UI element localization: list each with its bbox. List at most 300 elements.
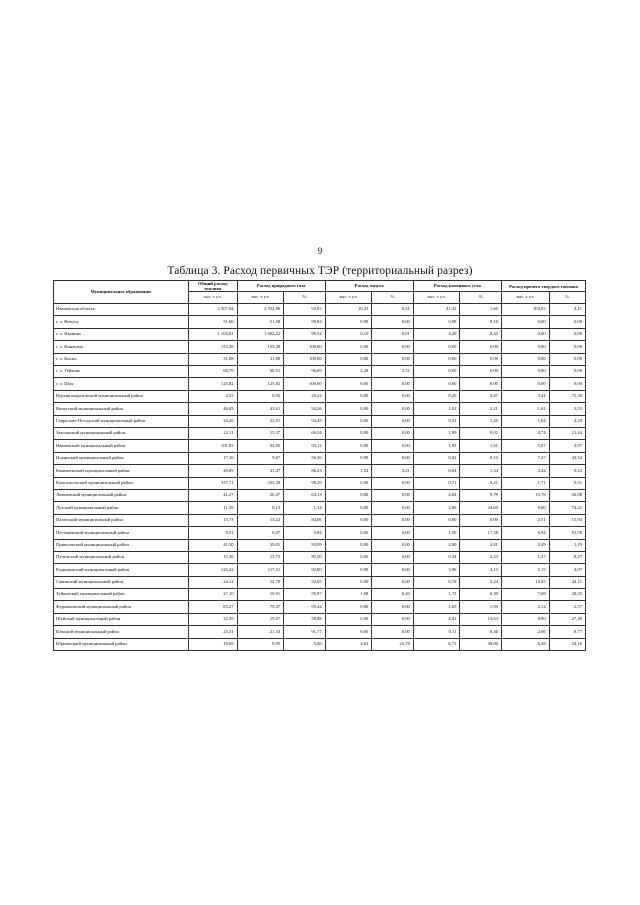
table-row (54, 551, 586, 563)
cell-value: 41,27 (188, 489, 237, 501)
cell-value: 101,95 (188, 440, 237, 452)
cell-value: 41,47 (237, 465, 284, 477)
cell-value: 1,50 (413, 527, 460, 539)
cell-municipality: Лежневский муниципальный район (54, 489, 189, 501)
cell-value: 1,62 (501, 403, 549, 415)
cell-value: 95,44 (284, 601, 325, 613)
cell-municipality: Приволжский муниципальный район (54, 539, 189, 551)
cell-municipality: Комсомольский муниципальный район (54, 477, 189, 489)
cell-value: 8,60 (501, 502, 549, 514)
cell-value: 0,00 (372, 489, 413, 501)
table-header (54, 281, 586, 304)
cell-municipality: г. о. Иваново (54, 328, 189, 340)
cell-value: 0,00 (460, 366, 501, 378)
table-body (54, 304, 586, 651)
table-row (54, 452, 586, 464)
cell-value: 153,38 (237, 341, 284, 353)
table-row (54, 304, 586, 316)
cell-value: 0,21 (460, 477, 501, 489)
cell-value: 0,00 (372, 514, 413, 526)
cell-value: 24,69 (460, 502, 501, 514)
cell-value: 0,46 (460, 626, 501, 638)
cell-value: 51,58 (237, 316, 284, 328)
cell-value: 0,00 (325, 551, 372, 563)
cell-value: 13,75 (237, 551, 284, 563)
table-row (54, 527, 586, 539)
table-row (54, 564, 586, 576)
cell-value: 2,23 (460, 551, 501, 563)
cell-value: 4,49 (413, 328, 460, 340)
cell-value: 3,41 (501, 390, 549, 402)
cell-value: 0,00 (501, 328, 549, 340)
table-row (54, 589, 586, 601)
cell-value: 41,32 (413, 304, 460, 316)
subheader-gas-pct: % (284, 292, 325, 304)
cell-value: 7,68 (501, 589, 549, 601)
cell-municipality: Кинешемский муниципальный район (54, 465, 189, 477)
cell-value: 9,22 (549, 465, 585, 477)
cell-value: 0,00 (501, 316, 549, 328)
cell-value: 0,51 (549, 477, 585, 489)
cell-value: 17,58 (460, 527, 501, 539)
cell-value: 59,97 (284, 589, 325, 601)
cell-value: 6,39 (460, 589, 501, 601)
table-row (54, 415, 586, 427)
table-row (54, 601, 586, 613)
cell-value: 1,04 (501, 415, 549, 427)
cell-value: 3,24 (460, 576, 501, 588)
cell-value: 19,07 (237, 613, 284, 625)
cell-value: 4,53 (188, 390, 237, 402)
cell-value: 75,30 (549, 390, 585, 402)
cell-value: 21,44 (549, 428, 585, 440)
cell-municipality: Палехский муниципальный район (54, 514, 189, 526)
cell-value: 0,00 (549, 366, 585, 378)
table-row (54, 316, 586, 328)
cell-value: 99,29 (284, 477, 325, 489)
cell-value: 0,45 (460, 328, 501, 340)
cell-value: 79,47 (237, 601, 284, 613)
cell-value: 31,88 (188, 353, 237, 365)
cell-value: 1,95 (413, 440, 460, 452)
cell-value: 8,90 (501, 613, 549, 625)
cell-value: 0,00 (549, 341, 585, 353)
cell-value: 10,23 (325, 304, 372, 316)
cell-value: 34,16 (549, 638, 585, 650)
cell-value: 0,00 (372, 539, 413, 551)
cell-value: 31,88 (237, 353, 284, 365)
cell-value: 0,00 (460, 341, 501, 353)
cell-value: 100,00 (284, 341, 325, 353)
cell-value: 0,00 (372, 341, 413, 353)
cell-value: 48,09 (188, 465, 237, 477)
cell-value: 0,00 (372, 613, 413, 625)
cell-value: 5,07 (501, 440, 549, 452)
cell-value: 10,76 (501, 489, 549, 501)
cell-value: 4,29 (549, 415, 585, 427)
table-title: Таблица 3. Расход первичных ТЭР (территориальный разрез) (167, 265, 473, 277)
cell-value: 0,00 (413, 341, 460, 353)
cell-value: 1 104,81 (188, 328, 237, 340)
cell-value: 6,20 (372, 589, 413, 601)
cell-municipality: Ивановская область (54, 304, 189, 316)
header-fuel-oil: Расход мазута (325, 281, 413, 292)
cell-value: 43,54 (549, 452, 585, 464)
cell-value: 0,00 (413, 378, 460, 390)
cell-value: 24,78 (372, 638, 413, 650)
cell-municipality: Вичугский муниципальный район (54, 403, 189, 415)
cell-value: 89,50 (284, 551, 325, 563)
cell-value: 5,15 (501, 564, 549, 576)
cell-value: 94,26 (284, 403, 325, 415)
cell-value: 94,95 (237, 440, 284, 452)
cell-value: 3,53 (549, 403, 585, 415)
cell-value: 4,63 (325, 638, 372, 650)
cell-value: 0,00 (325, 564, 372, 576)
cell-municipality: г. о. Вичуга (54, 316, 189, 328)
cell-value: 0,64 (413, 465, 460, 477)
cell-value: 0,00 (325, 440, 372, 452)
table-row (54, 390, 586, 402)
cell-value: 2,14 (501, 601, 549, 613)
cell-value: 6,38 (501, 638, 549, 650)
table-row (54, 353, 586, 365)
cell-municipality: г. о. Кохма (54, 353, 189, 365)
cell-value: 2 352,86 (237, 304, 284, 316)
cell-value: 103,03 (501, 304, 549, 316)
cell-value: 0,00 (325, 341, 372, 353)
cell-value: 26,47 (237, 489, 284, 501)
cell-value: 0,01 (372, 328, 413, 340)
cell-value: 0,08 (413, 316, 460, 328)
cell-value: 93,99 (284, 539, 325, 551)
cell-value: 3,13 (460, 564, 501, 576)
page-number: 9 (317, 246, 323, 256)
cell-value: 0,20 (413, 390, 460, 402)
cell-value: 0,00 (372, 403, 413, 415)
cell-value: 0,00 (372, 564, 413, 576)
cell-value: 0,00 (325, 316, 372, 328)
cell-value: 9,67 (237, 452, 284, 464)
header-municipality: Муниципальное образование (54, 281, 189, 304)
table-row (54, 477, 586, 489)
table-row (54, 465, 586, 477)
cell-value: 17,16 (188, 452, 237, 464)
cell-value: 0,00 (325, 539, 372, 551)
cell-value: 0,07 (237, 527, 284, 539)
cell-value: 0,00 (325, 477, 372, 489)
cell-value: 0,00 (460, 514, 501, 526)
cell-value: 0,34 (413, 551, 460, 563)
cell-value: 0,00 (413, 353, 460, 365)
cell-value: 0,00 (549, 378, 585, 390)
cell-value: 56,36 (284, 452, 325, 464)
cell-value: 1,91 (460, 440, 501, 452)
cell-value: 0,13 (237, 502, 284, 514)
cell-municipality: Верхнеландеховский муниципальный район (54, 390, 189, 402)
cell-value: 0,00 (325, 576, 372, 588)
cell-value: 0,71 (413, 477, 460, 489)
cell-municipality: г. о. Тейково (54, 366, 189, 378)
cell-municipality: Родниковский муниципальный район (54, 564, 189, 576)
header-other-solid: Расход прочего твердого топлива (501, 281, 585, 292)
cell-value: 126,42 (188, 564, 237, 576)
cell-value: 15,37 (237, 428, 284, 440)
cell-value: 0,00 (372, 477, 413, 489)
table-row (54, 366, 586, 378)
subheader-fuel-oil-pct: % (372, 292, 413, 304)
cell-value: 18,69 (188, 638, 237, 650)
cell-value: 0,00 (460, 353, 501, 365)
cell-value: 96,69 (284, 366, 325, 378)
cell-value: 1,73 (413, 589, 460, 601)
cell-municipality: Ивановский муниципальный район (54, 440, 189, 452)
cell-value: 58,88 (284, 613, 325, 625)
cell-value: 0,92 (237, 390, 284, 402)
cell-municipality: Лухский муниципальный район (54, 502, 189, 514)
cell-value: 74,21 (549, 502, 585, 514)
cell-value: 4,97 (549, 440, 585, 452)
cell-value: 2,00 (413, 539, 460, 551)
cell-value: 39,01 (237, 539, 284, 551)
cell-value: 1,54 (325, 465, 372, 477)
cell-value: 0,00 (501, 353, 549, 365)
table-row (54, 576, 586, 588)
cell-value: 36,00 (460, 638, 501, 650)
fuel-consumption-table (53, 280, 586, 651)
cell-value: 20,22 (284, 390, 325, 402)
cell-value: 1 062,22 (237, 328, 284, 340)
cell-value: 0,00 (372, 440, 413, 452)
cell-value: 3,96 (413, 564, 460, 576)
cell-value: 2 507,64 (188, 304, 237, 316)
cell-municipality: Пучежский муниципальный район (54, 551, 189, 563)
cell-value: 335,28 (237, 477, 284, 489)
cell-value: 83,27 (188, 601, 237, 613)
table-row (54, 539, 586, 551)
subheader-total-unit: тыс. т у.т. (188, 292, 237, 304)
cell-value: 27,49 (549, 613, 585, 625)
cell-value: 8,27 (549, 551, 585, 563)
cell-value: 99,84 (284, 316, 325, 328)
cell-value: 1,34 (460, 465, 501, 477)
cell-value: 0,00 (325, 502, 372, 514)
cell-municipality: Шуйский муниципальный район (54, 613, 189, 625)
cell-value: 6,94 (501, 527, 549, 539)
cell-municipality: Гаврилово-Посадский муниципальный район (54, 415, 189, 427)
cell-municipality: Пестяковский муниципальный район (54, 527, 189, 539)
subheader-fuel-oil-unit: тыс. т у.т. (325, 292, 372, 304)
cell-value: 4,47 (460, 390, 501, 402)
cell-value: 0,00 (372, 378, 413, 390)
cell-value: 0,00 (372, 626, 413, 638)
cell-value: 44,11 (549, 576, 585, 588)
cell-value: 100,00 (284, 378, 325, 390)
cell-value: 0,00 (372, 502, 413, 514)
cell-value: 1,27 (501, 551, 549, 563)
cell-value: 117,31 (237, 564, 284, 576)
cell-value: 0,41 (372, 304, 413, 316)
cell-value: 15,73 (188, 514, 237, 526)
cell-value: 9,02 (460, 428, 501, 440)
cell-value: 0,16 (460, 316, 501, 328)
cell-value: 337,71 (188, 477, 237, 489)
cell-value: 0,00 (325, 403, 372, 415)
cell-value: 21,34 (237, 626, 284, 638)
cell-value: 0,00 (325, 452, 372, 464)
cell-value: 0,11 (413, 626, 460, 638)
cell-value: 13,63 (460, 613, 501, 625)
cell-value: 0,10 (325, 328, 372, 340)
cell-value: 2,51 (501, 514, 549, 526)
cell-value: 24,26 (188, 415, 237, 427)
cell-value: 4,11 (549, 304, 585, 316)
subheader-coal-unit: тыс. т у.т. (413, 292, 460, 304)
cell-value: 0,00 (501, 341, 549, 353)
cell-value: 0,00 (325, 378, 372, 390)
cell-value: 100,00 (284, 353, 325, 365)
cell-value: 68,79 (188, 366, 237, 378)
table-row (54, 403, 586, 415)
cell-value: 1,99 (413, 428, 460, 440)
cell-value: 1,68 (325, 589, 372, 601)
cell-value: 84,06 (284, 514, 325, 526)
cell-value: 5,06 (284, 638, 325, 650)
cell-value: 0,00 (460, 378, 501, 390)
cell-municipality: Юрьевецкий муниципальный район (54, 638, 189, 650)
cell-value: 81,58 (549, 527, 585, 539)
cell-value: 23,31 (188, 626, 237, 638)
cell-value: 125,82 (188, 378, 237, 390)
cell-value: 51,66 (188, 316, 237, 328)
cell-value: 15,36 (188, 551, 237, 563)
cell-value: 26,08 (549, 489, 585, 501)
cell-value: 1,26 (460, 415, 501, 427)
cell-value: 1,71 (501, 477, 549, 489)
cell-value: 0,00 (549, 328, 585, 340)
subheader-other-unit: тыс. т у.т. (501, 292, 549, 304)
cell-value: 9,79 (460, 489, 501, 501)
cell-municipality: Южский муниципальный район (54, 626, 189, 638)
cell-value: 0,49 (501, 539, 549, 551)
cell-value: 8,77 (549, 626, 585, 638)
cell-value: 0,00 (372, 551, 413, 563)
table-row (54, 378, 586, 390)
cell-value: 0,02 (413, 452, 460, 464)
cell-value: 64,13 (284, 489, 325, 501)
cell-municipality: Тейковский муниципальный район (54, 589, 189, 601)
header-coal: Расход каменного угля (413, 281, 501, 292)
cell-municipality: Савинский муниципальный район (54, 576, 189, 588)
cell-value: 4,07 (549, 564, 585, 576)
cell-value: 0,00 (325, 527, 372, 539)
subheader-other-pct: % (549, 292, 585, 304)
subheader-gas-unit: тыс. т у.т. (237, 292, 284, 304)
table-row (54, 638, 586, 650)
cell-value: 1,99 (460, 601, 501, 613)
table-row (54, 328, 586, 340)
cell-value: 91,77 (284, 626, 325, 638)
cell-value: 153,38 (188, 341, 237, 353)
cell-value: 3,21 (372, 465, 413, 477)
cell-value: 0,00 (372, 428, 413, 440)
cell-value: 0,00 (372, 452, 413, 464)
cell-municipality: Ильинский муниципальный район (54, 452, 189, 464)
cell-value: 0,00 (372, 353, 413, 365)
cell-municipality: Фурмановский муниципальный район (54, 601, 189, 613)
cell-value: 4,74 (501, 428, 549, 440)
cell-value: 2,86 (413, 502, 460, 514)
cell-value: 4,44 (501, 465, 549, 477)
cell-value: 0,00 (372, 415, 413, 427)
cell-value: 99,54 (284, 328, 325, 340)
cell-value: 4,41 (413, 613, 460, 625)
header-gas: Расход природного газа (237, 281, 325, 292)
cell-value: 0,00 (372, 527, 413, 539)
cell-value: 93,12 (284, 440, 325, 452)
cell-value: 0,00 (372, 316, 413, 328)
cell-value: 0,10 (460, 452, 501, 464)
cell-value: 12,70 (237, 576, 284, 588)
cell-value: 4,04 (413, 489, 460, 501)
cell-value: 0,00 (325, 489, 372, 501)
cell-value: 0,00 (413, 514, 460, 526)
cell-value: 15,94 (549, 514, 585, 526)
table-row (54, 514, 586, 526)
header-total: Общий расход топлива (188, 281, 237, 292)
cell-value: 0,00 (501, 378, 549, 390)
cell-value: 13,22 (237, 514, 284, 526)
cell-value: 0,00 (325, 601, 372, 613)
cell-value: 0,95 (237, 638, 284, 650)
cell-value: 1,65 (413, 601, 460, 613)
cell-value: 0,00 (372, 576, 413, 588)
cell-value: 0,00 (372, 601, 413, 613)
cell-value: 10,65 (501, 576, 549, 588)
cell-value: 0,00 (413, 366, 460, 378)
cell-value: 7,47 (501, 452, 549, 464)
cell-value: 86,23 (284, 465, 325, 477)
table-row (54, 502, 586, 514)
cell-value: 66,51 (237, 366, 284, 378)
cell-municipality: г. о. Кинешма (54, 341, 189, 353)
cell-value: 0,00 (325, 613, 372, 625)
cell-value: 0,78 (413, 576, 460, 588)
cell-value: 1,19 (549, 539, 585, 551)
cell-value: 22,11 (188, 428, 237, 440)
cell-value: 0,31 (413, 415, 460, 427)
cell-value: 1,02 (413, 403, 460, 415)
cell-value: 0,00 (325, 390, 372, 402)
cell-value: 2,57 (549, 601, 585, 613)
table-row (54, 626, 586, 638)
cell-value: 93,83 (284, 304, 325, 316)
cell-value: 52,65 (284, 576, 325, 588)
cell-value: 92,80 (284, 564, 325, 576)
cell-value: 0,84 (284, 527, 325, 539)
cell-value: 94,45 (284, 415, 325, 427)
table-row (54, 428, 586, 440)
cell-value: 32,39 (188, 613, 237, 625)
table-row (54, 489, 586, 501)
cell-municipality: Заволжский муниципальный район (54, 428, 189, 440)
table-row (54, 613, 586, 625)
cell-value: 0,00 (372, 390, 413, 402)
cell-value: 27,10 (188, 589, 237, 601)
cell-value: 2,28 (325, 366, 372, 378)
cell-value: 6,73 (413, 638, 460, 650)
cell-value: 28,35 (549, 589, 585, 601)
